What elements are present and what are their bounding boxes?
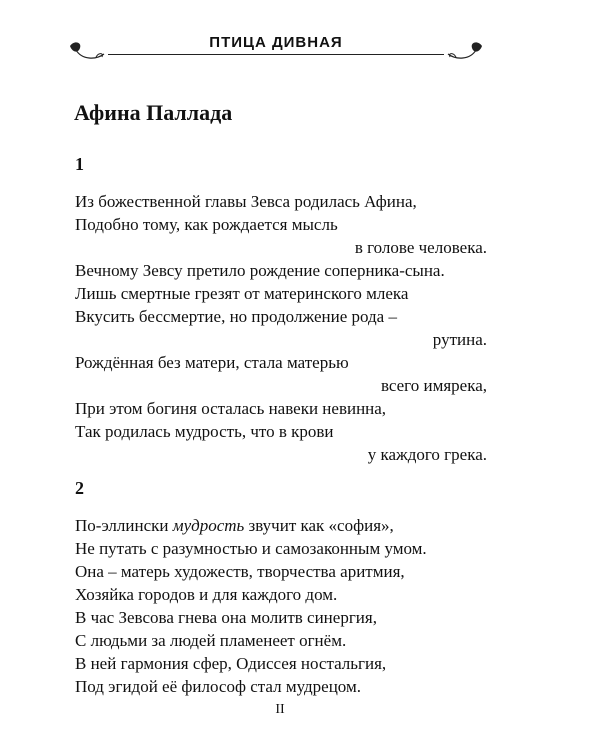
poem-line: В ней гармония сфер, Одиссея ностальгия, — [75, 654, 387, 673]
leaf-ornament-icon — [442, 38, 486, 66]
poem-line: Под эгидой её философ стал мудрецом. — [75, 677, 361, 696]
poem-line: Подобно тому, как рождается мысль — [75, 215, 338, 234]
header-rule — [108, 54, 444, 55]
poem-line: Вечному Зевсу претило рождение соперника-сына. — [75, 261, 445, 280]
poem-line: рутина. — [432, 330, 487, 349]
poem-line: Лишь смертные грезят от материнского млека — [75, 284, 409, 303]
poem-stanza-2 — [75, 514, 487, 698]
poem-line: Рождённая без матери, стала матерью — [75, 353, 349, 372]
section-number: 2 — [75, 478, 84, 498]
poem-line: С людьми за людей пламенеет огнём. — [75, 631, 347, 650]
poem-line: Хозяйка городов и для каждого дом. — [75, 585, 338, 604]
poem-line: Она – матерь художеств, творчества аритмия, — [75, 562, 405, 581]
poem-line: у каждого грека. — [367, 445, 487, 464]
poem-line: Вкусить бессмертие, но продолжение рода – — [75, 307, 397, 326]
poem-line: Так родилась мудрость, что в крови — [75, 422, 334, 441]
running-header — [66, 32, 486, 68]
poem-line: всего имярека, — [380, 376, 487, 395]
running-title: ПТИЦА ДИВНАЯ — [66, 34, 486, 51]
poem-line: В час Зевсова гнева она молитв синергия, — [75, 608, 377, 627]
poem-line: Из божественной главы Зевса родилась Афина, — [75, 192, 417, 211]
poem-line: в голове человека. — [354, 238, 487, 257]
emphasized-word: мудрость — [172, 516, 245, 535]
poem-line: По-эллински мудрость звучит как «софия», — [75, 516, 394, 535]
section-number: 1 — [75, 154, 84, 174]
poem-line: При этом богиня осталась навеки невинна, — [75, 399, 387, 418]
poem-stanza-1 — [75, 190, 487, 466]
poem-line: Не путать с разумностью и самозаконным умом. — [75, 539, 427, 558]
page-number: II — [275, 702, 285, 717]
poem-title: Афина Паллада — [74, 100, 233, 125]
